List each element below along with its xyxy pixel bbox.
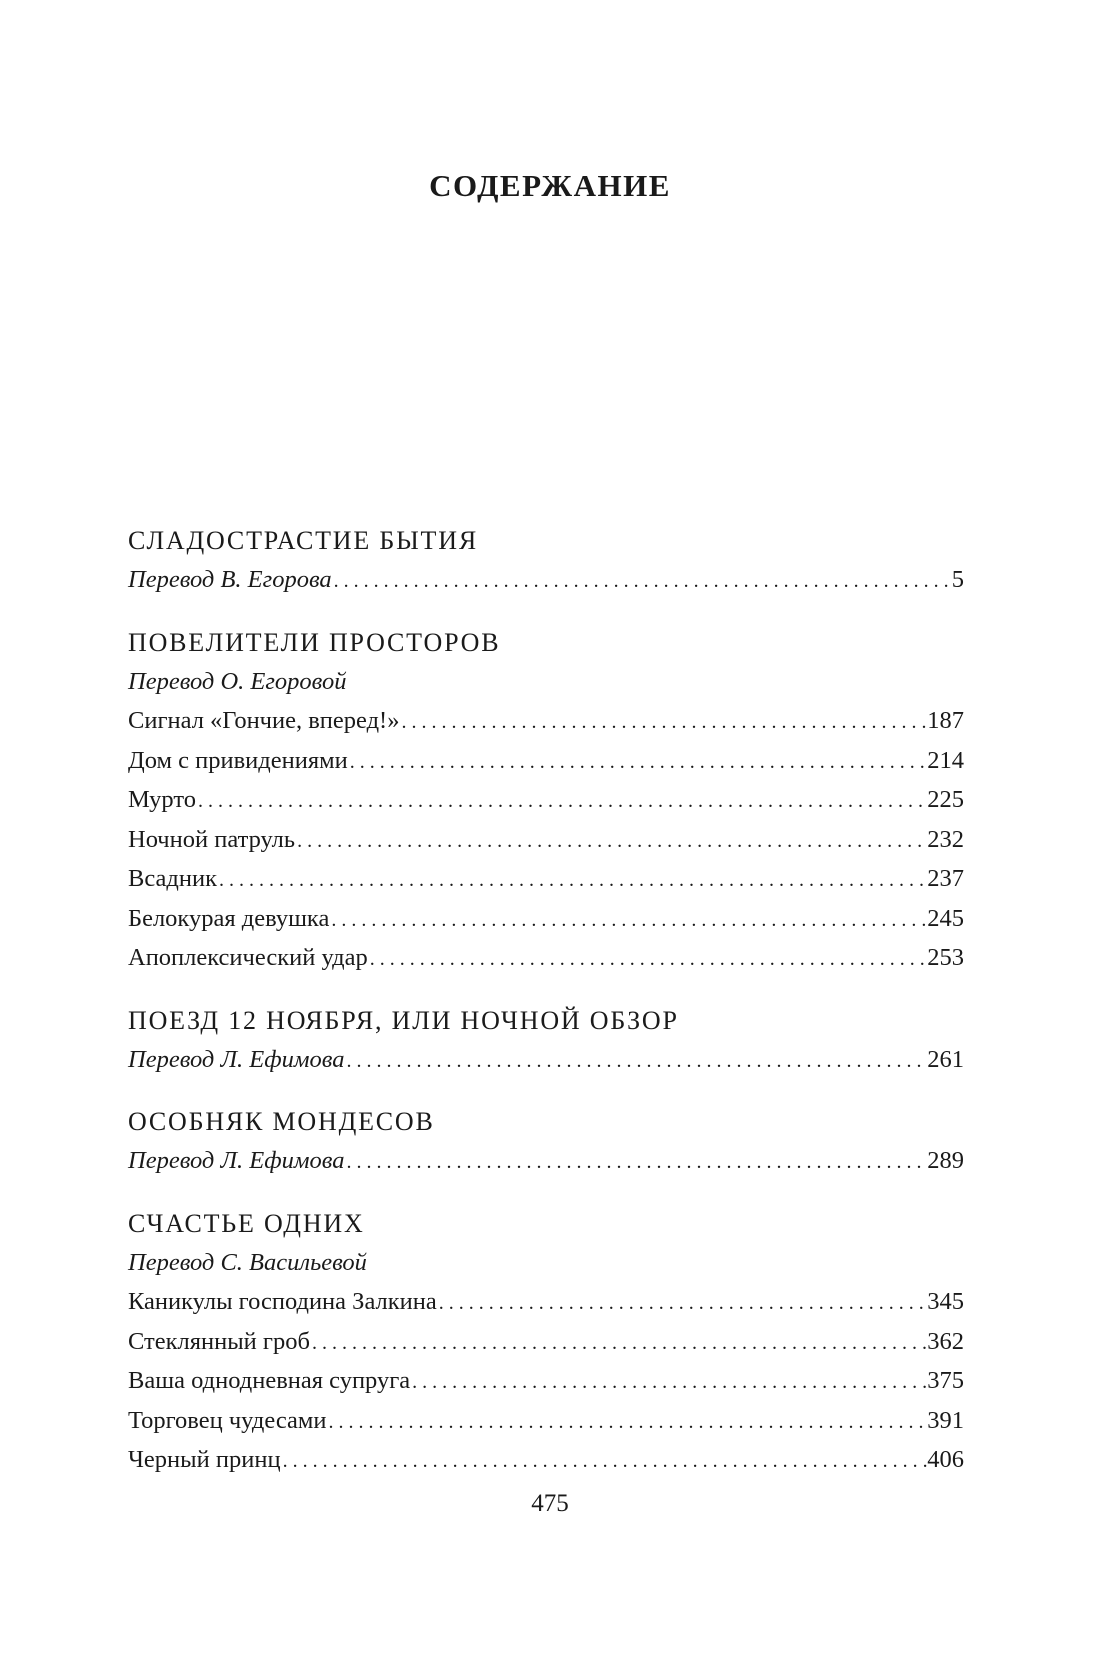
toc-section <box>128 624 964 978</box>
table-of-contents <box>128 522 964 1480</box>
page-number: 225 <box>927 786 964 813</box>
toc-entry[interactable] <box>128 899 964 939</box>
entry-title: Каникулы господина Залкина <box>128 1288 437 1315</box>
toc-section <box>128 1205 964 1480</box>
page-number: 232 <box>927 825 964 853</box>
dot-leader <box>310 1324 927 1364</box>
page-number: 237 <box>927 865 964 892</box>
toc-entry[interactable] <box>128 938 964 978</box>
entry-title: Черный принц <box>128 1446 281 1473</box>
page-number: 261 <box>927 1045 964 1073</box>
translator-credit: Перевод О. Егоровой <box>128 667 347 695</box>
page-number: 214 <box>927 746 964 774</box>
dot-leader <box>348 743 928 783</box>
toc-entry[interactable] <box>128 820 964 860</box>
toc-entry[interactable] <box>128 701 964 741</box>
toc-entry[interactable] <box>128 560 964 600</box>
translator-credit: Перевод Л. Ефимова <box>128 1045 345 1073</box>
section-title: СЛАДОСТРАСТИЕ БЫТИЯ <box>128 526 478 555</box>
entry-title: Всадник <box>128 865 217 892</box>
section-title: СЧАСТЬЕ ОДНИХ <box>128 1208 365 1238</box>
toc-entry[interactable] <box>128 780 964 820</box>
entry-title: Белокурая девушка <box>128 904 330 932</box>
dot-leader <box>281 1442 928 1482</box>
toc-entry[interactable] <box>128 1440 964 1480</box>
dot-leader <box>345 1042 928 1082</box>
dot-leader <box>437 1284 927 1324</box>
page-number: 406 <box>927 1446 964 1473</box>
entry-title: Стеклянный гроб <box>128 1327 310 1355</box>
toc-section <box>128 522 964 600</box>
toc-section <box>128 1103 964 1181</box>
toc-entry[interactable] <box>128 1322 964 1362</box>
entry-title: Мурто <box>128 786 196 813</box>
page-title: СОДЕРЖАНИЕ <box>429 168 671 203</box>
dot-leader <box>295 822 927 862</box>
page-number: 375 <box>927 1367 964 1394</box>
entry-title: Сигнал «Гончие, вперед!» <box>128 707 400 734</box>
section-title: ОСОБНЯК МОНДЕСОВ <box>128 1107 435 1136</box>
dot-leader <box>332 562 952 602</box>
dot-leader <box>217 861 927 901</box>
toc-entry[interactable] <box>128 1141 964 1181</box>
page-number: 362 <box>927 1327 964 1355</box>
toc-section <box>128 1002 964 1080</box>
dot-leader <box>196 782 927 822</box>
page-folio: 475 <box>531 1490 569 1517</box>
entry-title: Дом с привидениями <box>128 746 348 774</box>
dot-leader <box>399 703 927 743</box>
entry-title: Апоплексический удар <box>128 944 368 971</box>
toc-entry[interactable] <box>128 859 964 899</box>
toc-entry[interactable] <box>128 1282 964 1322</box>
toc-entry[interactable] <box>128 1040 964 1080</box>
toc-entry[interactable] <box>128 741 964 781</box>
page-number: 5 <box>951 566 964 593</box>
section-title: ПОЕЗД 12 НОЯБРЯ, ИЛИ НОЧНОЙ ОБЗОР <box>128 1005 679 1035</box>
translator-credit: Перевод Л. Ефимова <box>128 1147 345 1174</box>
page-number: 391 <box>927 1406 964 1434</box>
page-number: 245 <box>927 904 964 932</box>
dot-leader <box>345 1143 928 1183</box>
dot-leader <box>368 940 927 980</box>
page-number: 289 <box>927 1147 964 1174</box>
translator-credit: Перевод В. Егорова <box>128 566 332 593</box>
entry-title: Торговец чудесами <box>128 1406 327 1434</box>
page-number: 187 <box>927 707 964 734</box>
section-title: ПОВЕЛИТЕЛИ ПРОСТОРОВ <box>128 627 501 657</box>
dot-leader <box>327 1403 928 1443</box>
dot-leader <box>329 901 927 941</box>
toc-entry[interactable] <box>128 1361 964 1401</box>
page-number: 253 <box>927 944 964 971</box>
dot-leader <box>410 1363 927 1403</box>
toc-entry[interactable] <box>128 1401 964 1441</box>
entry-title: Ночной патруль <box>128 825 296 853</box>
page-number: 345 <box>927 1288 964 1315</box>
translator-credit: Перевод С. Васильевой <box>128 1248 367 1276</box>
entry-title: Ваша однодневная супруга <box>128 1367 411 1394</box>
